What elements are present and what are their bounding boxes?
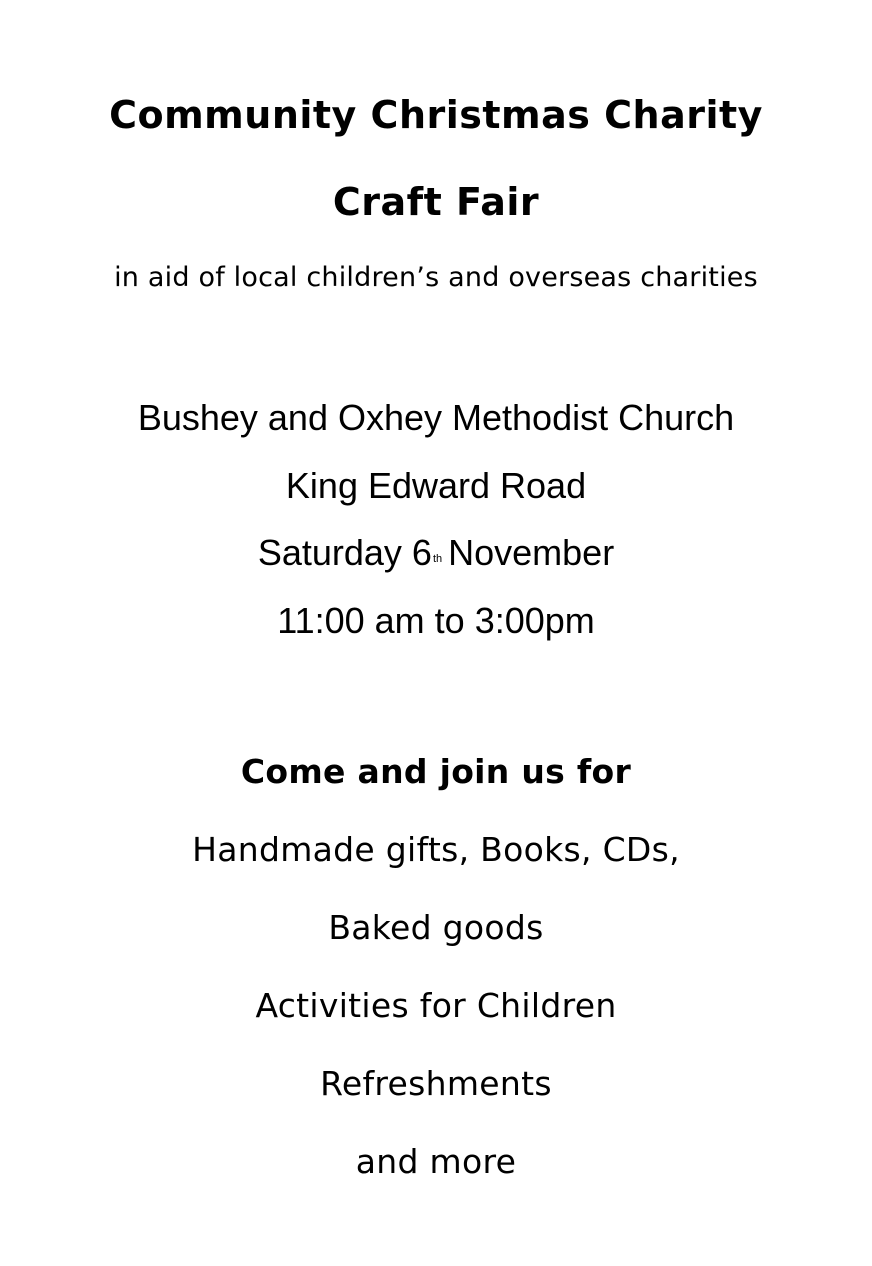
venue-name: Bushey and Oxhey Methodist Church bbox=[137, 397, 735, 438]
list-item: Activities for Children bbox=[255, 986, 617, 1025]
list-item: and more bbox=[355, 1142, 517, 1181]
title-line-2: Craft Fair bbox=[332, 180, 540, 224]
date-month: November bbox=[448, 532, 615, 573]
list-item: Handmade gifts, Books, CDs, bbox=[192, 830, 680, 869]
subtitle: in aid of local children’s and overseas charities bbox=[114, 262, 758, 293]
date-prefix: Saturday 6 bbox=[257, 532, 432, 573]
list-item: Baked goods bbox=[328, 908, 544, 947]
venue-road: King Edward Road bbox=[285, 465, 587, 506]
event-date bbox=[0, 532, 872, 573]
event-time: 11:00 am to 3:00pm bbox=[277, 600, 595, 641]
join-heading: Come and join us for bbox=[240, 752, 632, 791]
list-item: Refreshments bbox=[320, 1064, 552, 1103]
title-line-1: Community Christmas Charity bbox=[109, 93, 763, 137]
date-suffix: th bbox=[432, 553, 443, 565]
